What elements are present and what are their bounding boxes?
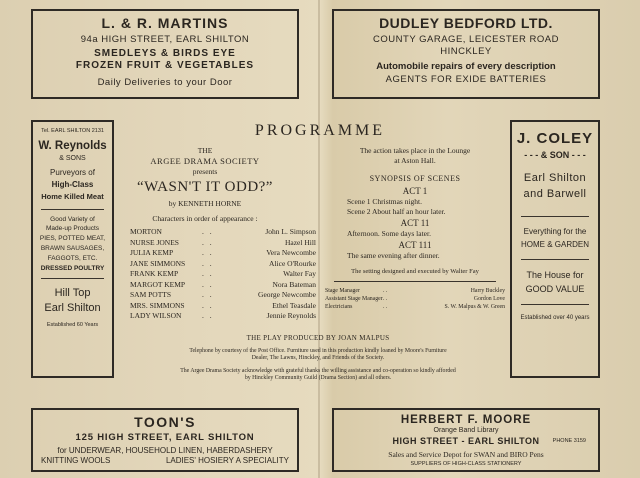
- cast-actor: Jennie Reynolds: [266, 311, 316, 320]
- act3-heading: ACT 111: [398, 240, 432, 250]
- cast-dots: . .: [202, 258, 214, 268]
- cast-role: SAM POTTS: [130, 290, 172, 299]
- ack-line2: Dealer, The Lawns, Hinckley, and Friends of the Society.: [251, 355, 385, 361]
- ad-coley-rule2: [521, 259, 590, 260]
- ad-coley-sons: - - - & SON - - -: [524, 150, 586, 160]
- ad-reynolds-sons: & SONS: [59, 155, 86, 162]
- cast-dots: . .: [202, 269, 214, 278]
- cast-role: FRANK KEMP: [130, 269, 179, 278]
- synopsis-column: [325, 146, 505, 311]
- ad-reynolds-rule2: [41, 278, 104, 279]
- synopsis-heading: SYNOPSIS OF SCENES: [369, 174, 461, 183]
- cast-row: [130, 227, 316, 238]
- ad-toons-l3: LADIES' HOSIERY A SPECIALITY: [165, 456, 289, 465]
- play-author: by KENNETH HORNE: [168, 199, 242, 208]
- ad-reynolds-l4: Good Variety of: [50, 216, 95, 223]
- cast-role: JULIA KEMP: [130, 248, 174, 257]
- ad-reynolds-l12: Established 60 Years: [46, 322, 99, 328]
- ad-martins-name: L. & R. MARTINS: [101, 15, 229, 31]
- cast-row: [130, 248, 316, 259]
- ad-coley-l2: and Barwell: [523, 188, 587, 200]
- cast-role: MORTON: [130, 227, 162, 236]
- ad-coley-rule: [521, 216, 590, 217]
- society-name: ARGEE DRAMA SOCIETY: [150, 156, 260, 166]
- ad-bedford-line3: Automobile repairs of every description: [376, 61, 556, 72]
- cast-row: [130, 259, 316, 270]
- setting-line1: The action takes place in the Lounge: [359, 146, 471, 155]
- cast-role: MRS. SIMMONS: [130, 300, 185, 310]
- ad-reynolds-l5: Made-up Products: [45, 225, 100, 232]
- ack-line4: by Hinckley Community Guild (Drama Section) and all others.: [244, 375, 392, 381]
- crew-dots: . .: [383, 304, 388, 310]
- cast-dots: . .: [202, 290, 214, 299]
- crew-rule: [334, 281, 496, 282]
- crew-role: Assistant Stage Manager: [325, 296, 383, 302]
- ad-toons-l1: for UNDERWEAR, HOUSEHOLD LINEN, HABERDASHERY: [57, 446, 273, 455]
- ad-bedford-line2: HINCKLEY: [440, 46, 492, 57]
- cast-list: [130, 227, 316, 322]
- presents-label: presents: [192, 167, 218, 176]
- crew-name: S. W. Malpus & W. Green: [444, 304, 505, 310]
- ad-reynolds-l7: BRAWN SAUSAGES,: [40, 245, 105, 252]
- cast-role: MARGOT KEMP: [130, 279, 186, 289]
- cast-heading: Characters in order of appearance :: [152, 214, 258, 223]
- ad-moore-phone: PHONE 3159: [552, 438, 586, 444]
- cast-actor: Walter Fay: [283, 269, 316, 278]
- ad-reynolds-l3: Home Killed Meat: [41, 192, 104, 201]
- cast-actor: Hazel Hill: [284, 237, 316, 247]
- crew-row: [325, 303, 505, 311]
- scene1-line: Scene 1 Christmas night.: [347, 197, 422, 206]
- cast-row: [130, 290, 316, 301]
- crew-row: [325, 287, 505, 295]
- ad-moore-l1: Sales and Service Depot for SWAN and BIRO Pens: [388, 450, 544, 459]
- ad-reynolds-l11: Earl Shilton: [44, 302, 101, 314]
- cast-actor: Alice O'Rourke: [269, 258, 316, 268]
- ad-reynolds: [31, 120, 114, 378]
- cast-actor: John L. Simpson: [265, 227, 316, 236]
- cast-role: JANE SIMMONS: [130, 258, 186, 268]
- ad-coley-l7: Established over 40 years: [520, 315, 590, 321]
- ad-bedford: [332, 9, 600, 99]
- ad-toons-l2: KNITTING WOOLS: [41, 456, 111, 465]
- cast-dots: . .: [202, 300, 214, 310]
- producer-line: THE PLAY PRODUCED BY JOAN MALPUS: [246, 334, 390, 342]
- cast-dots: . .: [202, 248, 214, 257]
- ad-moore-l2: SUPPLIERS OF HIGH-CLASS STATIONERY: [410, 461, 522, 467]
- ad-moore-address: HIGH STREET - EARL SHILTON: [392, 436, 540, 446]
- ad-moore: [332, 408, 600, 472]
- ad-coley-l1: Earl Shilton: [523, 172, 587, 184]
- ad-martins-address: 94a HIGH STREET, EARL SHILTON: [80, 34, 250, 45]
- scene2-line: Scene 2 About half an hour later.: [347, 207, 446, 216]
- ad-martins: [31, 9, 299, 99]
- ad-reynolds-name: W. Reynolds: [38, 140, 107, 152]
- ad-bedford-name: DUDLEY BEDFORD LTD.: [379, 15, 553, 31]
- setting-line2: at Aston Hall.: [394, 156, 436, 165]
- ad-reynolds-tel: Tel. EARL SHILTON 2131: [41, 128, 104, 134]
- crew-role: Stage Manager: [325, 288, 360, 294]
- crew-role: Electricians: [325, 304, 353, 310]
- ad-moore-name: HERBERT F. MOORE: [400, 414, 532, 426]
- ad-reynolds-l10: Hill Top: [54, 287, 91, 299]
- ack-line3: The Argee Drama Society acknowledge with grateful thanks the willing assistance and co-operation so kindly afforded: [180, 368, 456, 374]
- ad-martins-line1: SMEDLEYS & BIRDS EYE: [94, 48, 236, 59]
- ad-bedford-line1: COUNTY GARAGE, LEICESTER ROAD: [373, 34, 559, 45]
- cast-row: [130, 238, 316, 249]
- ad-reynolds-l9: DRESSED POULTRY: [40, 265, 105, 272]
- cast-column: [130, 146, 318, 322]
- ad-reynolds-l1: Purveyors of: [50, 168, 95, 177]
- ad-toons-name: TOON'S: [134, 414, 196, 430]
- cast-actor: Vera Newcombe: [266, 248, 316, 257]
- ad-martins-line2: FROZEN FRUIT & VEGETABLES: [75, 60, 255, 71]
- cast-actor: George Newcombe: [258, 290, 316, 299]
- page-fold: [318, 0, 320, 478]
- crew-dots: . .: [383, 296, 388, 302]
- ad-toons-address: 125 HIGH STREET, EARL SHILTON: [75, 432, 255, 443]
- ad-coley-l4: HOME & GARDEN: [520, 240, 589, 249]
- act2-line: Afternoon. Some days later.: [347, 229, 431, 238]
- ad-reynolds-l2: High-Class: [51, 180, 94, 189]
- ad-coley-l5: The House for: [526, 270, 584, 280]
- ad-toons: [31, 408, 299, 472]
- ad-reynolds-rule: [41, 209, 104, 210]
- ad-coley-rule3: [521, 304, 590, 305]
- crew-list: [325, 287, 505, 311]
- cast-actor: Ethel Teasdale: [272, 300, 316, 310]
- cast-dots: . .: [202, 279, 214, 289]
- cast-dots: . .: [202, 227, 214, 236]
- cast-dots: . .: [202, 311, 214, 320]
- ad-moore-sub: Orange Band Library: [433, 427, 499, 434]
- ad-bedford-line4: AGENTS FOR EXIDE BATTERIES: [385, 74, 547, 85]
- cast-row: [130, 280, 316, 291]
- crew-dots: . .: [383, 288, 388, 294]
- act3-line: The same evening after dinner.: [347, 251, 440, 260]
- ad-coley: [510, 120, 600, 378]
- ad-coley-name: J. COLEY: [516, 130, 594, 147]
- cast-dots: . .: [202, 237, 214, 247]
- crew-name: Harry Buckley: [470, 288, 505, 294]
- ad-reynolds-l6: PIES, POTTED MEAT,: [39, 235, 106, 242]
- cast-row: [130, 269, 316, 280]
- crew-row: [325, 295, 505, 303]
- cast-row: [130, 301, 316, 312]
- ad-reynolds-l8: FAGGOTS, ETC.: [47, 255, 98, 262]
- the-label: THE: [197, 146, 213, 155]
- act1-heading: ACT 1: [402, 186, 428, 196]
- act2-heading: ACT 11: [400, 218, 430, 228]
- ad-martins-line3: Daily Deliveries to your Door: [97, 77, 233, 88]
- setting-credit: The setting designed and executed by Walter Fay: [351, 268, 479, 275]
- ack-line1: Telephone by courtesy of the Post Office. Furniture used in this production kindly loaned by Moore's Furniture: [189, 348, 447, 354]
- cast-actor: Nora Bateman: [272, 279, 316, 289]
- play-title: “WASN'T IT ODD?”: [137, 179, 273, 195]
- programme-heading: PROGRAMME: [254, 122, 386, 139]
- ad-coley-l3: Everything for the: [523, 227, 587, 236]
- cast-row: [130, 311, 316, 322]
- crew-name: Gordon Love: [473, 296, 505, 302]
- acknowledgements: [128, 334, 508, 381]
- cast-role: NURSE JONES: [130, 237, 179, 247]
- ad-coley-l6: GOOD VALUE: [525, 284, 585, 294]
- cast-role: LADY WILSON: [130, 311, 182, 320]
